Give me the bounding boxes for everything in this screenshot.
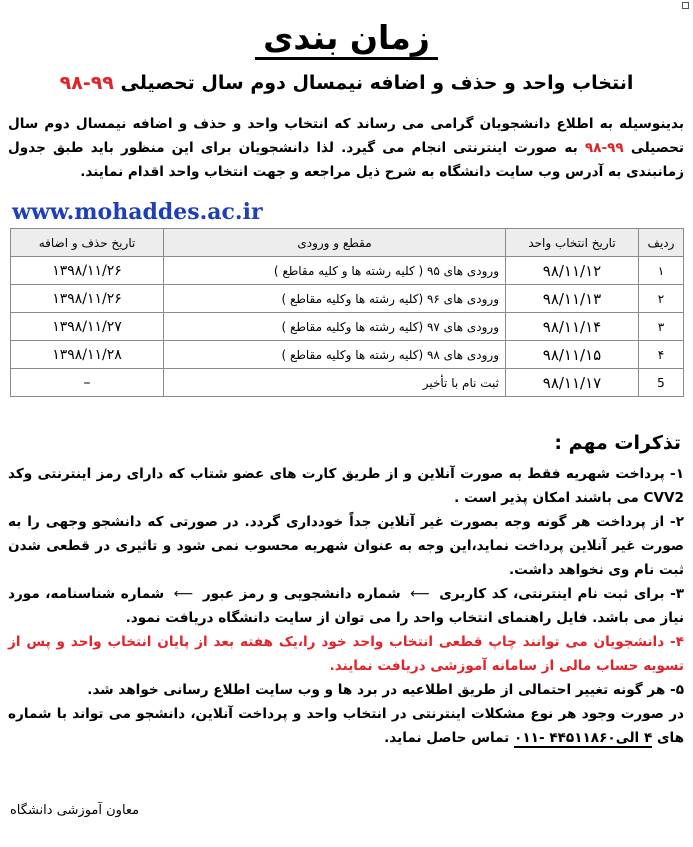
row-number: ۲ [639, 285, 684, 313]
header-selection-date: تاریخ انتخاب واحد [506, 229, 639, 257]
row-number: ۱ [639, 257, 684, 285]
intro-year: ۹۹-۹۸ [584, 140, 624, 156]
note-6 [8, 702, 684, 750]
header-row-number: ردیف [639, 229, 684, 257]
selection-date: ۹۸/۱۱/۱۲ [506, 257, 639, 285]
selection-date: ۹۸/۱۱/۱۴ [506, 313, 639, 341]
notes-list [8, 462, 684, 750]
note-6-end: تماس حاصل نماید. [384, 730, 510, 746]
row-number: 5 [639, 369, 684, 397]
table-header-row [11, 229, 684, 257]
phone-numbers: ۴ الی۴۴۵۱۱۸۶۰ -۰۱۱ [514, 730, 653, 746]
signature: معاون آموزشی دانشگاه [10, 803, 140, 818]
arrow-left-icon: ⟵ [173, 586, 194, 602]
intro-part2: به صورت اینترنتی انجام می گیرد. لذا دانشجویان برای این منظور باید طبق جدول زمانبندی به آدرس وب سایت دانشگاه به شرح ذیل مراجعه و جهت انتخاب واحد اقدام نمایند. [8, 140, 684, 180]
schedule-table [10, 228, 684, 397]
note-5: ۵- هر گونه تغییر احتمالی از طریق اطلاعیه در برد ها و وب سایت اطلاع رسانی خواهد شد. [87, 682, 684, 698]
intro-paragraph [8, 112, 684, 184]
drop-add-date: ۱۳۹۸/۱۱/۲۶ [11, 257, 164, 285]
table-row [11, 285, 684, 313]
subtitle [0, 72, 693, 94]
selection-date: ۹۸/۱۱/۱۳ [506, 285, 639, 313]
notes-heading: تذکرات مهم : [554, 432, 681, 454]
header-section: مقطع و ورودی [164, 229, 506, 257]
row-number: ۴ [639, 341, 684, 369]
note-3-part-c: شماره شناسنامه، مورد نیاز می باشد. فایل راهنمای انتخاب واحد را می توان از سایت دانشگاه دریافت نمود. [8, 586, 684, 626]
drop-add-date: ۱۳۹۸/۱۱/۲۷ [11, 313, 164, 341]
section-entry: ورودی های ۹۵ ( کلیه رشته ها و کلیه مقاطع ) [164, 257, 506, 285]
header-drop-add-date: تاریخ حذف و اضافه [11, 229, 164, 257]
arrow-left-icon: ⟵ [410, 586, 430, 602]
subtitle-year: ۹۹-۹۸ [59, 72, 114, 94]
subtitle-text: انتخاب واحد و حذف و اضافه نیمسال دوم سال تحصیلی [120, 72, 634, 94]
table-row [11, 313, 684, 341]
selection-date: ۹۸/۱۱/۱۵ [506, 341, 639, 369]
corner-marker [682, 2, 689, 9]
intro-part1: بدینوسیله به اطلاع دانشجویان گرامی می رساند که انتخاب واحد و حذف و اضافه نیمسال دوم سال تحصیلی [8, 116, 685, 156]
website-link[interactable]: www.mohaddes.ac.ir [12, 199, 263, 225]
note-3-part-a: ۳- برای ثبت نام اینترنتی، کد کاربری [439, 586, 685, 602]
table-row [11, 341, 684, 369]
drop-add-date: ۱۳۹۸/۱۱/۲۶ [11, 285, 164, 313]
section-entry: ورودی های ۹۶ (کلیه رشته ها وکلیه مقاطع ) [164, 285, 506, 313]
note-6-text: در صورت وجود هر نوع مشکلات اینترنتی در انتخاب واحد و پرداخت آنلاین، دانشجو می تواند با شماره های [8, 706, 684, 746]
note-3 [8, 582, 684, 630]
page-title [0, 18, 693, 57]
row-number: ۳ [639, 313, 684, 341]
selection-date: ۹۸/۱۱/۱۷ [506, 369, 639, 397]
section-entry: ورودی های ۹۸ (کلیه رشته ها وکلیه مقاطع ) [164, 341, 506, 369]
note-4: ۴- دانشجویان می توانند چاپ قطعی انتخاب واحد خود را،یک هفته بعد از پایان انتخاب واحد و پس از تسویه حساب مالی از سامانه آموزشی دریافت نمایند. [8, 634, 684, 674]
note-2: ۲- از پرداخت هر گونه وجه بصورت غیر آنلاین جداً خودداری گردد. در صورتی که دانشجو وجهی را به صورت غیر آنلاین پرداخت نماید،این وجه به عنوان شهریه محسوب نمی شود و تاثیری در قطعی شدن ثبت نام وی نخواهد داشت. [8, 514, 684, 578]
table-row [11, 369, 684, 397]
section-entry: ورودی های ۹۷ (کلیه رشته ها وکلیه مقاطع ) [164, 313, 506, 341]
table-row [11, 257, 684, 285]
drop-add-date: – [11, 369, 164, 397]
page-title-text: زمان بندی [255, 18, 438, 60]
drop-add-date: ۱۳۹۸/۱۱/۲۸ [11, 341, 164, 369]
note-3-part-b: شماره دانشجویی و رمز عبور [202, 586, 401, 602]
note-1: ۱- پرداخت شهریه فقط به صورت آنلاین و از طریق کارت های عضو شتاب که دارای رمز اینترنتی وکد CVV2 می باشند امکان پذیر است . [8, 466, 684, 506]
section-entry: ثبت نام با تأخیر [164, 369, 506, 397]
